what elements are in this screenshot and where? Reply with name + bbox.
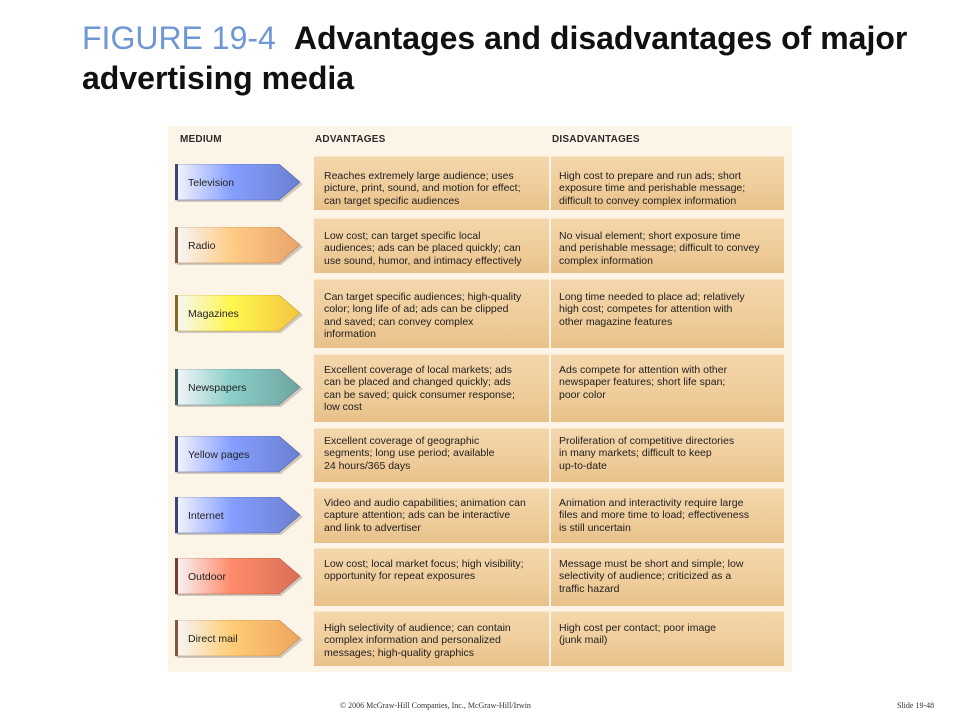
advantages-line: Can target specific audiences; high-quality xyxy=(324,291,522,303)
disadvantages-line: files and more time to load; effectiveness xyxy=(559,509,750,522)
disadvantages-line: and perishable message; difficult to convey xyxy=(559,242,760,255)
disadvantages-line: High cost per contact; poor image xyxy=(559,622,716,634)
medium-arrow xyxy=(175,620,305,658)
arrow-edge xyxy=(175,369,178,405)
title-text: Advantages and disadvantages of major advertising media xyxy=(82,20,908,96)
advantages-line: segments; long use period; available xyxy=(324,447,495,460)
disadvantages-line: other magazine features xyxy=(559,315,673,328)
medium-arrow xyxy=(175,227,305,265)
medium-arrow xyxy=(175,164,305,202)
arrow-edge xyxy=(175,497,178,533)
advantages-line: Low cost; can target specific local xyxy=(324,230,481,242)
disadvantages-text xyxy=(559,558,785,595)
advantages-line: High selectivity of audience; can contain xyxy=(324,622,511,634)
advantages-line: can target specific audiences xyxy=(324,194,460,207)
media-table xyxy=(168,126,792,672)
advantages-line: picture, print, sound, and motion for effect; xyxy=(324,182,521,195)
advantages-line: use sound, humor, and intimacy effectively xyxy=(324,254,522,267)
advantages-line: can be saved; quick consumer response; xyxy=(324,388,515,401)
medium-arrow xyxy=(175,369,305,407)
medium-arrow xyxy=(175,497,305,535)
disadvantages-line: exposure time and perishable message; xyxy=(559,182,746,195)
advantages-line: information xyxy=(324,327,376,340)
advantages-line: Excellent coverage of local markets; ads xyxy=(324,364,512,376)
advantages-line: color; long life of ad; ads can be clipped xyxy=(324,303,509,316)
medium-label: Newspapers xyxy=(188,382,247,394)
disadvantages-line: Ads compete for attention with other xyxy=(559,364,728,376)
advantages-text xyxy=(324,170,550,207)
disadvantages-line: selectivity of audience; criticized as a xyxy=(559,570,732,583)
arrow-edge xyxy=(175,164,178,200)
advantages-text xyxy=(324,622,550,659)
header-advantages: ADVANTAGES xyxy=(315,134,386,145)
disadvantages-line: complex information xyxy=(559,254,653,267)
medium-arrow xyxy=(175,436,305,474)
advantages-text xyxy=(324,364,550,413)
disadvantages-line: Long time needed to place ad; relatively xyxy=(559,291,745,303)
advantages-line: Excellent coverage of geographic xyxy=(324,435,480,447)
arrow-edge xyxy=(175,295,178,331)
disadvantages-text xyxy=(559,230,785,267)
advantages-text xyxy=(324,558,550,583)
disadvantages-text xyxy=(559,622,785,647)
medium-label: Radio xyxy=(188,240,216,252)
medium-label: Outdoor xyxy=(188,571,226,583)
disadvantages-line: in many markets; difficult to keep xyxy=(559,447,712,460)
disadvantages-text xyxy=(559,435,785,472)
advantages-line: and link to advertiser xyxy=(324,521,421,534)
advantages-line: audiences; ads can be placed quickly; can xyxy=(324,242,521,255)
medium-arrow xyxy=(175,295,305,333)
disadvantages-text xyxy=(559,497,785,534)
disadvantages-line: Animation and interactivity require large xyxy=(559,497,744,509)
advantages-line: Video and audio capabilities; animation can xyxy=(324,497,526,509)
disadvantages-text xyxy=(559,170,785,207)
medium-label: Internet xyxy=(188,510,224,522)
medium-arrow xyxy=(175,558,305,596)
disadvantages-line: is still uncertain xyxy=(559,521,631,534)
disadvantages-line: Proliferation of competitive directories xyxy=(559,435,735,447)
header-disadvantages: DISADVANTAGES xyxy=(552,134,640,145)
arrow-edge xyxy=(175,558,178,594)
disadvantages-line: traffic hazard xyxy=(559,582,620,595)
disadvantages-text xyxy=(559,291,785,328)
disadvantages-line: high cost; competes for attention with xyxy=(559,303,733,316)
advantages-line: messages; high-quality graphics xyxy=(324,646,474,659)
disadvantages-line: No visual element; short exposure time xyxy=(559,230,741,242)
advantages-line: 24 hours/365 days xyxy=(324,459,411,472)
medium-label: Magazines xyxy=(188,308,239,320)
advantages-text xyxy=(324,497,550,534)
disadvantages-line: poor color xyxy=(559,388,606,401)
disadvantages-line: difficult to convey complex information xyxy=(559,194,737,207)
advantages-line: complex information and personalized xyxy=(324,634,501,647)
medium-label: Yellow pages xyxy=(188,449,250,461)
medium-label: Television xyxy=(188,177,235,189)
advantages-text xyxy=(324,291,550,340)
arrow-edge xyxy=(175,436,178,472)
disadvantages-line: High cost to prepare and run ads; short xyxy=(559,170,742,182)
medium-label: Direct mail xyxy=(188,633,238,645)
copyright-footer: © 2006 McGraw-Hill Companies, Inc., McGraw-Hill/Irwin xyxy=(340,701,531,710)
advantages-line: low cost xyxy=(324,400,362,413)
advantages-text xyxy=(324,230,550,267)
advantages-line: Low cost; local market focus; high visibility; xyxy=(324,558,524,570)
arrow-edge xyxy=(175,227,178,263)
disadvantages-line: Message must be short and simple; low xyxy=(559,558,744,570)
advantages-line: can be placed and changed quickly; ads xyxy=(324,376,511,389)
header-medium: MEDIUM xyxy=(180,134,222,145)
advantages-line: capture attention; ads can be interactive xyxy=(324,509,511,522)
advantages-line: opportunity for repeat exposures xyxy=(324,570,476,583)
advantages-line: and saved; can convey complex xyxy=(324,315,474,328)
disadvantages-line: (junk mail) xyxy=(559,634,608,647)
arrow-edge xyxy=(175,620,178,656)
slide-number: Slide 19-48 xyxy=(897,701,935,710)
figure-label: FIGURE 19-4 xyxy=(82,20,276,56)
advantages-line: Reaches extremely large audience; uses xyxy=(324,170,514,182)
disadvantages-line: newspaper features; short life span; xyxy=(559,376,726,389)
slide-title xyxy=(82,18,922,98)
disadvantages-text xyxy=(559,364,785,401)
advantages-text xyxy=(324,435,550,472)
disadvantages-line: up-to-date xyxy=(559,459,607,472)
